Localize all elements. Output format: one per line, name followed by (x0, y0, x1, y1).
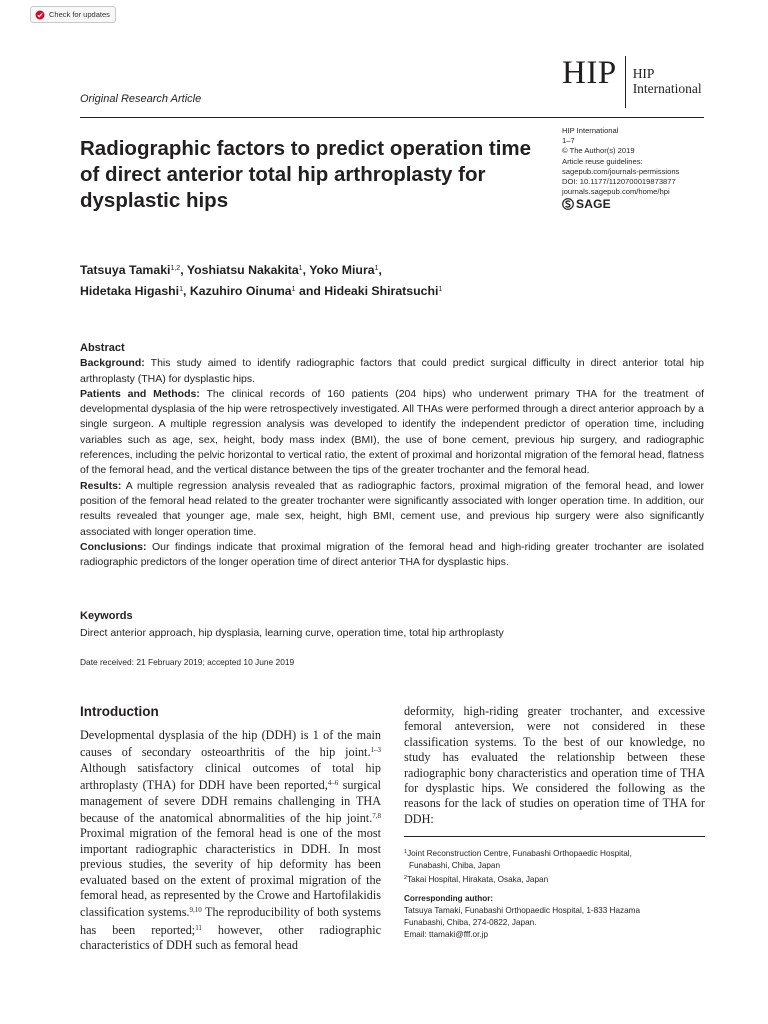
author-separator: , (183, 284, 190, 298)
author-affiliation: 1 (438, 286, 443, 293)
corresponding-author-label: Corresponding author: (404, 893, 494, 903)
author-separator: , (378, 263, 382, 277)
journal-name-line1: HIP (632, 66, 655, 81)
results-text: A multiple regression analysis revealed that as radiographic factors, proximal migration of the femoral head, and lower position of the femoral head related to the greater trochanter were significantly associated with longer operation time. In addition, our results revealed that younger age, male sex, height, high BMI, cement use, and previous hip surgery were also significantly associated with longer operation time. (80, 479, 704, 538)
background-label: Background: (80, 357, 145, 370)
citation: 4–6 (327, 779, 339, 788)
date-received: Date received: 21 February 2019; accepted 10 June 2019 (80, 657, 295, 667)
sage-logo (562, 198, 707, 210)
author-name: Kazuhiro Oinuma (189, 284, 292, 298)
corresponding-author-email[interactable]: Email: ttamaki@fff.or.jp (404, 930, 489, 940)
conclusions-label: Conclusions: (80, 540, 147, 553)
introduction-right-column: deformity, high-riding greater trochanter, and excessive femoral anteversion, were not considered in these classification systems. To the best of our knowledge, no study has evaluated the relationship between these radiographic bony characteristics and operation time of THA for dysplastic hips. We considered the following as the reasons for the lack of studies on operation time of THA for DDH: (404, 704, 705, 826)
affiliation-1-line1: Joint Reconstruction Centre, Funabashi Orthopaedic Hospital, (407, 849, 632, 858)
author-affiliation: 1 (291, 286, 296, 293)
article-type: Original Research Article (80, 93, 202, 105)
meta-reuse-link[interactable]: sagepub.com/journals-permissions (562, 166, 680, 176)
journal-name-line2: International (632, 81, 702, 96)
citation: 9,10 (189, 906, 202, 915)
affiliation-1 (404, 846, 705, 860)
introduction-heading: Introduction (80, 704, 159, 719)
author-name: Hideaki Shiratsuchi (324, 284, 439, 298)
affiliation-1-number: 1 (404, 849, 408, 855)
author-separator: , (180, 263, 187, 277)
author-name: Yoshiatsu Nakakita (186, 263, 299, 277)
corresponding-author-line1: Tatsuya Tamaki, Funabashi Orthopaedic Hospital, 1-833 Hazama (404, 905, 641, 915)
meta-journal: HIP International (562, 126, 619, 135)
sage-logo-text: SAGE (576, 197, 611, 212)
intro-text: however, other radiographic characteristics of DDH such as femoral head (80, 922, 381, 953)
affiliation-2-text: Takai Hospital, Hirakata, Osaka, Japan (407, 875, 549, 885)
results-label: Results: (80, 479, 122, 492)
abstract-heading: Abstract (80, 342, 125, 354)
meta-doi[interactable]: DOI: 10.1177/1120700019873877 (562, 177, 676, 187)
author-affiliation: 1 (374, 265, 379, 272)
citation: 1–3 (370, 746, 381, 755)
abstract-section (80, 341, 704, 570)
author-affiliation: 1 (298, 265, 303, 272)
methods-label: Patients and Methods: (80, 387, 200, 400)
journal-logo-name (633, 56, 702, 96)
journal-logo (562, 56, 702, 108)
author-affiliation: 1,2 (170, 265, 181, 272)
intro-text: surgical management of severe DDH remains challenging in THA because of the anatomical abnormalities of the hip joint. (80, 778, 381, 826)
introduction-left-column (80, 728, 381, 954)
check-for-updates-button[interactable] (30, 6, 116, 23)
crossmark-icon (35, 10, 45, 20)
header-rule (80, 117, 704, 118)
footnotes (404, 846, 705, 941)
author-list (80, 259, 560, 301)
citation: 7,8 (372, 812, 381, 821)
author-separator: and (295, 284, 325, 298)
abstract-background (80, 356, 704, 387)
keywords-text: Direct anterior approach, hip dysplasia, learning curve, operation time, total hip arthroplasty (80, 627, 504, 639)
journal-logo-abbrev: HIP (562, 55, 617, 91)
meta-reuse-label: Article reuse guidelines: (562, 156, 643, 166)
sage-logo-icon (562, 198, 574, 210)
author-affiliation: 1 (179, 286, 183, 293)
article-title: Radiographic factors to predict operation time of direct anterior total hip arthroplasty for dysplastic hips (80, 137, 532, 212)
meta-home-link[interactable]: journals.sagepub.com/home/hpi (562, 187, 670, 197)
abstract-conclusions (80, 540, 704, 571)
intro-text: Proximal migration of the femoral head is one of the most important radiographic characteristics in DDH. In most previous studies, the severity of hip deformity has been evaluated based on the extent of proximal migration of the femoral head, as represented by the Crowe and Hartofilakidis classification systems. (80, 826, 381, 920)
author-name: Hidetaka Higashi (80, 284, 180, 298)
corresponding-author-line2: Funabashi, Chiba, 274-0822, Japan. (404, 918, 537, 928)
check-for-updates-label: Check for updates (49, 10, 110, 19)
author-name: Tatsuya Tamaki (80, 263, 171, 277)
author-name: Yoko Miura (309, 263, 375, 277)
affiliation-2-number: 2 (404, 875, 408, 882)
intro-text: The reproducibility of both systems has been reported; (80, 905, 381, 937)
keywords-heading: Keywords (80, 610, 133, 622)
meta-pages: 1–7 (562, 136, 575, 146)
methods-text: The clinical records of 160 patients (204 hips) who underwent primary THA for the treatment of developmental dysplasia of the hip were retrospectively investigated. All THAs were performed through a direct anterior approach by a single surgeon. A multiple regression analysis was developed to identify the independent predictor of operation time, including variables such as age, sex, height, body mass index (BMI), the use of bone cement, previous hip surgery, and radiographic references, including the pelvic horizontal to vertical ratio, the extent of proximal and horizontal migration of the femoral head, flatness of the femoral head, and the vertical distance between the tips of the greater trochanter and the femoral head. (80, 387, 704, 477)
affiliation-1-cont: Funabashi, Chiba, Japan (409, 861, 501, 871)
article-meta (562, 126, 707, 210)
meta-copyright: © The Author(s) 2019 (562, 146, 635, 156)
footnote-rule (404, 836, 705, 837)
abstract-results (80, 479, 704, 540)
citation: 11 (195, 923, 202, 932)
intro-text: Although satisfactory clinical outcomes of total hip arthroplasty (THA) for DDH have been reported, (80, 760, 381, 793)
author-separator: , (302, 263, 310, 277)
abstract-methods (80, 387, 704, 479)
affiliation-2 (404, 872, 705, 886)
conclusions-text: Our findings indicate that proximal migration of the femoral head and high-riding greater trochanter are isolated radiographic predictors of the longer operation time of direct anterior THA for dysplastic hips. (80, 540, 705, 569)
logo-divider (625, 56, 626, 108)
background-text: This study aimed to identify radiographic factors that could predict surgical difficulty in direct anterior total hip arthroplasty (THA) for dysplastic hips. (80, 357, 704, 385)
intro-text: Developmental dysplasia of the hip (DDH) is 1 of the main causes of secondary osteoarthritis of the hip joint. (80, 728, 381, 760)
